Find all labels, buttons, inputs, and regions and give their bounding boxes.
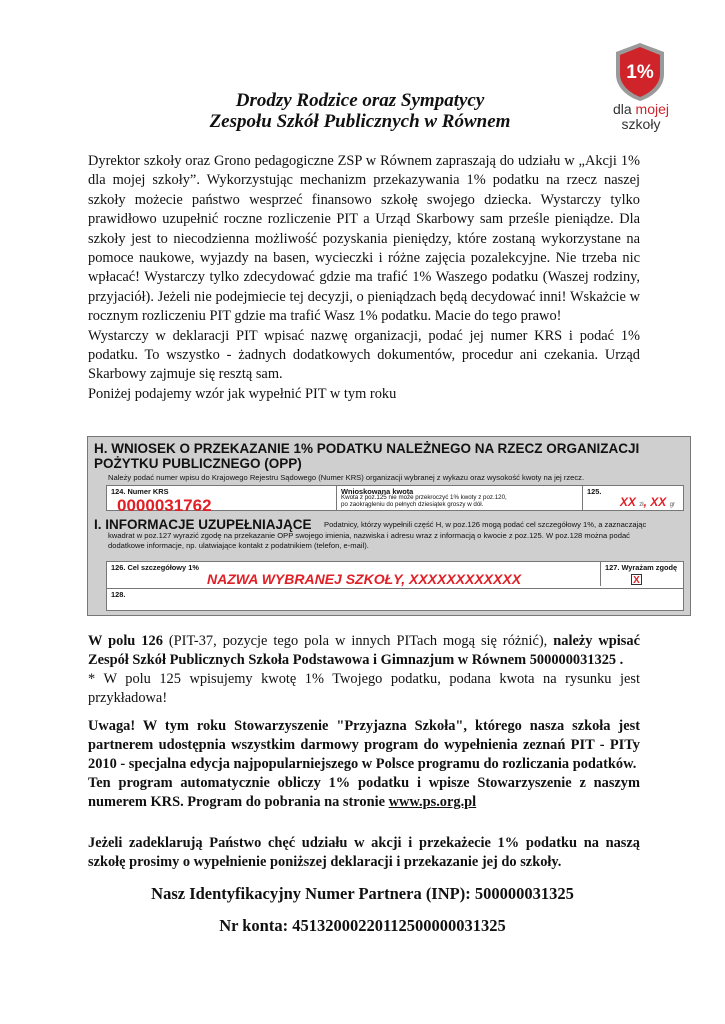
- amount-note: * W polu 125 wpisujemy kwotę 1% Twojego podatku, podana kwota na rysunku jest przykładowa!: [88, 671, 640, 706]
- program-link[interactable]: www.ps.org.pl: [388, 794, 477, 810]
- intro-text: [88, 152, 640, 404]
- intro-paragraph-2: Wystarczy w deklaracji PIT wpisać nazwę organizacji, podać jej numer KRS i podać 1% podatku. To wszystko - żadnych dodatkowych dokumentów, procedur ani czekania. Urząd Skarbowy zajmuje się resztą sam.: [88, 327, 640, 383]
- logo-percent: 1%: [626, 62, 654, 83]
- field-124: 124. Numer KRS 0000031762: [107, 486, 337, 510]
- uwaga-notice: Uwaga! W tym roku Stowarzyszenie "Przyjazna Szkoła", którego nasza szkoła jest partnerem udostępnia wszystkim darmowy program do wypełnienia zeznań PIT - PITy 2010 - specjalna edycja najpopularniejszego w Polsce programu do rozliczania podatków. Ten program automatycznie obliczy 1% podatku i wpisze Stowarzyszenie z naszym numerem KRS. Program do pobrania na stronie www.ps.org.pl: [88, 718, 640, 810]
- amount-value: XX zł, XX gr: [619, 495, 675, 509]
- form-row-cel: [106, 561, 684, 589]
- school-name-value: NAZWA WYBRANEJ SZKOŁY, XXXXXXXXXXXX: [207, 571, 522, 587]
- title-line-2: Zespołu Szkół Publicznych w Równem: [209, 111, 511, 132]
- section-h-title: H. WNIOSEK O PRZEKAZANIE 1% PODATKU NALEŻNEGO NA RZECZ ORGANIZACJI POŻYTKU PUBLICZNEGO (OPP): [94, 441, 640, 471]
- section-h-note: Należy podać numer wpisu do Krajowego Rejestru Sądowego (Numer KRS) organizacji wybranej z wykazu oraz wysokość kwoty na jej rzecz.: [108, 473, 585, 482]
- intro-paragraph-3: Poniżej podajemy wzór jak wypełnić PIT w tym roku: [88, 385, 397, 402]
- logo-1-procent: [602, 42, 680, 142]
- consent-checkbox: X: [631, 574, 642, 585]
- field-125: 125. XX zł, XX gr: [587, 487, 675, 509]
- page-title: [150, 90, 570, 132]
- form-row-128: 128.: [106, 589, 684, 611]
- field-kwota: Wnioskowana kwota Kwota z poz.125 nie może przekroczyć 1% kwoty z poz.120, po zaokrągleniu do pełnych dziesiątek groszy w dół.: [337, 486, 583, 510]
- logo-caption: dla mojej szkoły: [612, 101, 670, 132]
- intro-paragraph-1: Dyrektor szkoły oraz Grono pedagogiczne ZSP w Równem zapraszają do udziału w „Akcji 1% dla mojej szkoły”. Wykorzystując mechanizm przekazywania 1% podatku na rzecz naszej szkoły możecie państwo wesprzeć finansowo szkołę swojego dziecka. Wystarczy tylko prawidłowo uzupełnić roczne rozliczenie PIT a Urząd Skarbowy sam prześle pieniądze. Dla szkoły jest to niecodzienna możliwość pozyskania pieniędzy, które zostaną wykorzystane na pomoce naukowe, wyjazdy na basen, wycieczki i różne zajęcia pozalekcyjne. Nie trzeba nic wpłacać! Wystarczy tylko zdecydować gdzie ma trafić 1% Waszego podatku (Waszej rodziny, przyjaciół). Jeżeli nie podejmiecie tej decyzji, o pieniądzach będą decydować inni! Wskażcie w rocznym rozliczeniu PIT gdzie ma trafić Wasz 1% podatku. Macie do tego prawo!: [88, 153, 640, 325]
- field-126-info: W polu 126 (PIT-37, pozycje tego pola w innych PITach mogą się różnić), należy wpisać Zespół Szkół Publicznych Szkoła Podstawowa i Gimnazjum w Równem 500000031325 . * W polu 125 wpisujemy kwotę 1% Twojego podatku, podana kwota na rysunku jest przykładowa!: [88, 633, 640, 706]
- declaration-text: Jeżeli zadeklarują Państwo chęć udziału w akcji i przekażecie 1% podatku na naszą szkołę prosimy o wypełnienie poniższej deklaracji i przekazanie jej do szkoły.: [88, 835, 640, 870]
- krs-value: 0000031762: [117, 496, 212, 515]
- title-line-1: Drodzy Rodzice oraz Sympatycy: [235, 90, 485, 111]
- account-number: Nr konta: 45132000220112500000031325: [219, 916, 506, 935]
- pit-form-sample: [87, 436, 691, 616]
- section-i-title: I. INFORMACJE UZUPEŁNIAJĄCE: [94, 517, 312, 532]
- inp-number: Nasz Identyfikacyjny Numer Partnera (INP): 500000031325: [151, 884, 574, 903]
- field-126: 126. Cel szczegółowy 1% NAZWA WYBRANEJ SZKOŁY, XXXXXXXXXXXX: [107, 562, 601, 586]
- field-127: 127. Wyrażam zgodę X: [605, 563, 678, 586]
- section-i-note: Podatnicy, którzy wypełnili część H, w poz.126 mogą podać cel szczegółowy 1%, a zaznaczając kwadrat w poz.127 wyrazić zgodę na przekazanie OPP swojego imienia, nazwiska i adresu wraz z informacją o kwocie z poz.125. W poz.128 można podać dodatkowe informacje, np. ulatwiające kontakt z podatnikiem (telefon, e-mail).: [108, 520, 647, 550]
- form-row-krs: [106, 485, 684, 515]
